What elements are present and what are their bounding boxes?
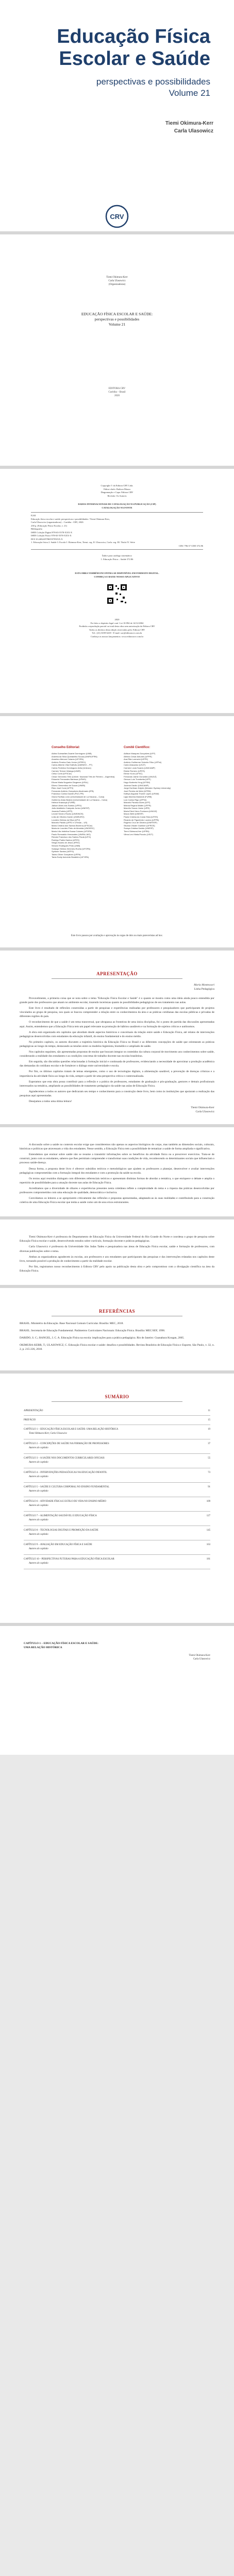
committee-member: Carla Ulasowicz (USJT) bbox=[124, 764, 146, 767]
toc-entry[interactable] bbox=[24, 1562, 210, 1565]
toc-entry-title: Autores do capítulo bbox=[29, 1562, 48, 1565]
paragraph: Tiemi Okimura-Kerr é professora do Departamento de Educação Física da Universidade Federal do Rio Grande do Norte e coordena o grupo de pesquisa sobre Educação Física escolar e saúde, desenvolvendo estudos sobre currículo, formação docente e práticas pedagógicas. bbox=[20, 1235, 214, 1243]
toc-entry-title: CAPÍTULO 8 – TECNOLOGIAS DIGITAIS E PROMOÇÃO DA SAÚDE bbox=[24, 1529, 98, 1532]
presentation-signature: Tiemi Okimura-Kerr Carla Ulasowicz bbox=[191, 1106, 214, 1114]
toc-entry-page bbox=[202, 1562, 210, 1565]
council-member: Maria Cristina dos Santos Bezerra (UFSCar) bbox=[52, 824, 93, 827]
council-member: Celso Conti (UFSCar) bbox=[52, 772, 72, 775]
council-member: Lourdes Helena da Silva (UFV) bbox=[52, 818, 80, 821]
closing-body bbox=[0, 1235, 234, 1273]
committee-member: Alfredo Cesar Antunes (UFPR) bbox=[124, 755, 152, 758]
council-left-heading: Conselho Editorial: bbox=[52, 746, 80, 749]
catalog-page bbox=[0, 469, 234, 716]
title-divider bbox=[52, 978, 182, 979]
council-member: Tadeu Oliver Gonçalves (UFPA) bbox=[52, 853, 81, 856]
toc-entry[interactable] bbox=[24, 1419, 210, 1422]
paragraph: Ambas as organizadoras agradecem às escolas, aos professores e aos estudantes que participaram das pesquisas e das intervenções relatadas nos capítulos deste livro, tornando possível a produção de conhecimento a partir da realidade escolar. bbox=[20, 1255, 214, 1263]
toc-entry-page: 37 bbox=[208, 1442, 210, 1445]
toc-entry-title: APRESENTAÇÃO bbox=[24, 1409, 43, 1412]
toc-entry-page bbox=[202, 1432, 210, 1435]
council-member: Carlos Alberto Vilar Estêvão (UMINHO – PT) bbox=[52, 764, 93, 767]
council-member: Josania Portela (UFPI) bbox=[52, 809, 73, 812]
toc-entry-page bbox=[202, 1519, 210, 1522]
committee-member: Antônio Guilherme Schmitz Filho (UFPel) bbox=[124, 760, 162, 764]
references-page bbox=[0, 1288, 234, 1373]
council-member: Lídia de Oliveira Xavier (UNIEURO) bbox=[52, 816, 85, 819]
toc-entry-page: 127 bbox=[206, 1514, 210, 1517]
toc-divider bbox=[24, 1554, 210, 1555]
toc-entry[interactable] bbox=[24, 1548, 210, 1551]
paragraph: Por fim, os últimos capítulos tratam de temas emergentes, como o uso de tecnologias digitais, a alimentação saudável, a prevenção de doenças crônicas e a importância da atividade física ao longo da vida, sempre a partir de uma perspectiva crítica e contextualizada. bbox=[20, 1070, 214, 1078]
committee-member: Elenor Kunz (UFSC) bbox=[124, 772, 143, 775]
council-member: Elizeu Clementino de Souza (UNEB) bbox=[52, 784, 86, 787]
paragraph: Os textos aqui reunidos dialogam com diferentes referenciais teóricos e apresentam distintas formas de abordar a temática, o que enriquece o debate e amplia o repertório de possibilidades para a atuação docente nas aulas de Educação Física. bbox=[20, 1177, 214, 1184]
paragraph: A obra está organizada em capítulos que abordam desde aspectos históricos e conceituais da relação entre saúde e Educação Física, até relatos de intervenções pedagógicas desenvolvidas com estudantes da educação infantil, do ensino fundamental e do ensino médio. bbox=[20, 1030, 214, 1038]
toc-entry[interactable] bbox=[24, 1519, 210, 1522]
toc-entry-title: CAPÍTULO 3 – A SAÚDE NOS DOCUMENTOS CURRICULARES OFICIAIS bbox=[24, 1456, 105, 1460]
committee-member: Paula Cristina da Costa Silva (UFES) bbox=[124, 816, 158, 819]
references-title: REFERÊNCIAS bbox=[98, 1309, 135, 1314]
qr-code-icon[interactable] bbox=[106, 583, 128, 605]
paragraph: Por fim, registramos nosso reconhecimento à Editora CRV pelo apoio na publicação desta obra e pelo compromisso com a divulgação científica na área da Educação Física. bbox=[20, 1265, 214, 1273]
toc-entry-page bbox=[202, 1447, 210, 1450]
council-member: Solange Helena Ximenes-Rocha (UFOPA) bbox=[52, 847, 91, 850]
paragraph: Entendemos que ensinar sobre saúde não se resume a transmitir informações sobre os benefícios da atividade física ou a prescrever exercícios. Trata-se de construir, junto com os estudantes, saberes que lhes permitam compreender e transformar suas condições de vida, reconhecendo os determinantes sociais que influenciam o processo saúde-doença. bbox=[20, 1153, 214, 1165]
reference-item: BRASIL. Ministério da Educação. Base Nacional Comum Curricular. Brasília: MEC, 2018. bbox=[20, 1322, 124, 1326]
committee-member: Vilma Lení Nista-Piccolo (USJT) bbox=[124, 833, 154, 836]
cover-subtitle: perspectivas e possibilidades Volume 21 bbox=[96, 77, 210, 98]
digital-note: ESTA OBRA TAMBÉM ENCONTRA-SE DISPONÍVEL EM FORMATO DIGITAL. CONHEÇA E BAIXE NOSSO APLICATIVO! bbox=[75, 572, 159, 578]
peer-review-note: Este livro passou por avaliação e aprovação às cegas de dois ou mais pareceristas ad hoc. bbox=[71, 935, 163, 937]
committee-member: Luiz Carlos Rigo (UFPel) bbox=[124, 798, 147, 801]
toc-entry-page: 73 bbox=[208, 1471, 210, 1474]
toc-entry-page bbox=[202, 1533, 210, 1536]
toc-entry[interactable] bbox=[24, 1504, 210, 1507]
title-divider bbox=[52, 1401, 182, 1402]
toc-entry-page: 181 bbox=[206, 1557, 210, 1561]
toc-entry-page bbox=[202, 1461, 210, 1464]
toc-entry-page bbox=[202, 1548, 210, 1551]
toc-entry-title: PREFÁCIO bbox=[24, 1418, 36, 1421]
toc-entry-title: Tiemi Okimura-Kerr, Carla Ulasowicz bbox=[29, 1432, 67, 1435]
toc-entry[interactable] bbox=[24, 1500, 210, 1503]
committee-member: Suraya Cristina Darido (UNESP) bbox=[124, 827, 154, 830]
toc-entry-page bbox=[202, 1490, 210, 1493]
toc-entry-title: CAPÍTULO 4 – INTERVENÇÕES PEDAGÓGICAS NA EDUCAÇÃO INFANTIL bbox=[24, 1471, 107, 1474]
council-member: Gloria Fariñas León (Universidade de La Havana – Cuba) bbox=[52, 795, 105, 798]
council-member: Marcelo Paixão (UFRJ e UTexas – US) bbox=[52, 821, 88, 824]
toc-entry[interactable] bbox=[24, 1428, 210, 1431]
committee-member: Jorge Dorfman Knijnik (Western Sydney University) bbox=[124, 787, 171, 790]
toc-entry-title: Autores do capítulo bbox=[29, 1504, 48, 1507]
toc-title: SUMÁRIO bbox=[105, 1394, 129, 1399]
presentation-continued-page bbox=[0, 1127, 234, 1219]
paragraph: Dessa forma, a proposta deste livro é oferecer subsídios teóricos e metodológicos que ajudem os professores a planejar, desenvolver e avaliar intervenções pedagógicas comprometidas com a formação integral dos estudantes e com a promoção da saúde na escola. bbox=[20, 1167, 214, 1175]
council-member: Maria Lília Imbiriba Sousa Colares (UFOPA) bbox=[52, 830, 92, 833]
paragraph: Agradecemos a todos os autores que dedicaram seu tempo e conhecimento para a construção deste livro, bem como às instituições que apoiaram a realização das pesquisas aqui apresentadas. bbox=[20, 1090, 214, 1097]
committee-member: Maria Eleni Henn Fontoura (UNIJUÍ) bbox=[124, 809, 157, 812]
committee-member: Elaine Romero (UFES) bbox=[124, 769, 145, 772]
continued-body bbox=[0, 1143, 234, 1205]
council-member: Sérgio Nunes de Jesus (IFRO) bbox=[52, 841, 80, 844]
committee-member: Ligia Moreira Mamede (FURB) bbox=[124, 795, 152, 798]
committee-member: Tiemi Okimura-Kerr (UFRN) bbox=[124, 830, 149, 833]
toc-entry[interactable] bbox=[24, 1461, 210, 1464]
toc-entry-page: 145 bbox=[206, 1529, 210, 1532]
council-member: João Adalberto Campato Junior (UNESP) bbox=[52, 807, 90, 810]
committee-member: Gerson Luís Trombetta (UPF) bbox=[124, 778, 151, 781]
index-note: Índice para catálogo sistemático 1. Educação Física – Saúde 372.86 bbox=[101, 554, 133, 561]
references-list bbox=[0, 1321, 234, 1351]
toc-entry[interactable] bbox=[24, 1432, 210, 1435]
toc-entry[interactable] bbox=[24, 1471, 210, 1475]
paragraph: Esperamos que esta obra possa contribuir para a reflexão e a prática de professores, estudantes de graduação e pós-graduação, gestores e demais profissionais interessados na temática, ampliando as possibilidades de tratamento pedagógico da saúde nas aulas de Educação Física. bbox=[20, 1080, 214, 1088]
toc-entry-title: CAPÍTULO 1 – EDUCAÇÃO FÍSICA ESCOLAR E SAÚDE: UMA RELAÇÃO HISTÓRICA bbox=[24, 1428, 119, 1431]
council-member: Tania Suely Azevedo Brasileiro (UFOPA) bbox=[52, 856, 89, 859]
paragraph: Desejamos a todos uma ótima leitura! bbox=[29, 1099, 72, 1103]
paragraph: Acreditamos que a diversidade de olhares e experiências presentes nesta coletânea reflete a complexidade do tema e a riqueza das práticas desenvolvidas por professores comprometidos com uma educação de qualidade, democrática e inclusiva. bbox=[20, 1187, 214, 1194]
toc-entry[interactable] bbox=[24, 1476, 210, 1479]
council-left-list bbox=[52, 752, 119, 859]
toc-entry-page: 163 bbox=[206, 1543, 210, 1546]
committee-member: Hugo Norberto Krug (UFSM) bbox=[124, 781, 150, 784]
toc-divider bbox=[24, 1511, 210, 1512]
council-member: Paulo Romualdo Hernandes (UNIFAL-MG) bbox=[52, 833, 91, 836]
paragraph: Provavelmente, a primeira coisa que se nota sobre o tema "Educação Física Escolar e Saúde" é o quanto se mostra como uma ideia ainda pouco entendida por grande parte dos professores que atuam no ambiente escolar, trazendo incertezas quanto às possibilidades pedagógicas de seu tratamento nas aulas. bbox=[20, 997, 214, 1005]
toc-entry[interactable] bbox=[24, 1443, 210, 1446]
council-member: Helmut Krawczyk (FURB) bbox=[52, 801, 75, 804]
halftitle-title: EDUCAÇÃO FÍSICA ESCOLAR E SAÚDE: perspectivas e possibilidades Volume 21 bbox=[81, 312, 153, 327]
toc-page bbox=[0, 1374, 234, 1626]
chapter-opening-page bbox=[0, 1626, 234, 1755]
committee-member: José Pereira de Melo (UFRN) bbox=[124, 789, 151, 792]
toc-entry[interactable] bbox=[24, 1486, 210, 1489]
half-title-page bbox=[0, 234, 234, 469]
toc-entry-title: CAPÍTULO 6 – ATIVIDADE FÍSICA E ESTILO DE VIDA NO ENSINO MÉDIO bbox=[24, 1500, 106, 1503]
toc-divider bbox=[24, 1453, 210, 1454]
toc-entry[interactable] bbox=[24, 1515, 210, 1518]
council-member: Élsio José Corá (UFFS) bbox=[52, 787, 74, 790]
council-member: Francisco Carlos Duarte (PUC-PR) bbox=[52, 792, 84, 795]
presentation-body bbox=[0, 996, 234, 1104]
toc-entry[interactable] bbox=[24, 1447, 210, 1450]
toc-entry-title: Autores do capítulo bbox=[29, 1475, 48, 1478]
paragraph: No primeiro capítulo, os autores discutem a trajetória histórica da Educação Física no Brasil e as diferentes concepções de saúde que orientaram as práticas pedagógicas ao longo do tempo, destacando as tensões entre os modelos higienista, biomédico e ampliado de saúde. bbox=[20, 1040, 214, 1048]
toc-entry-title: Autores do capítulo bbox=[29, 1489, 48, 1493]
council-right-heading: Comitê Científico: bbox=[124, 746, 151, 749]
council-member: Sydione Santos (UEPG) bbox=[52, 850, 74, 853]
council-member: Simone Rodrigues Pinto (UNB) bbox=[52, 844, 80, 847]
council-member: Guillermo Arias Beatón (Universidade de La Havana – Cuba) bbox=[52, 798, 108, 801]
committee-member: Marcílio Souza Júnior (UPE) bbox=[124, 807, 150, 810]
paragraph: O reconhecimento de que a saúde é um tema transversal, que ultrapassa as fronteiras de uma única disciplina, foi o ponto de partida das discussões apresentadas aqui. Assim, entendemos que a Educação Física tem um papel relevante na promoção de hábitos saudáveis e na formação de sujeitos críticos e autônomos. bbox=[20, 1021, 214, 1028]
paragraph: Este livro é resultado de reflexões construídas a partir de pesquisas e experiências realizadas por professores e pesquisadores que participaram de projetos vinculados ao grupo de pesquisa, nos quais se buscou compreender a relação entre os conhecimentos da área e as práticas cotidianas das escolas públicas e privadas de diferentes regiões do país. bbox=[20, 1007, 214, 1019]
council-member: Eduardo Fernandes Barbosa (UFMG) bbox=[52, 778, 86, 781]
toc-entry-title: CAPÍTULO 5 – SAÚDE E CULTURA CORPORAL NO ENSINO FUNDAMENTAL bbox=[24, 1485, 110, 1488]
paragraph: Nos capítulos seguintes, são apresentadas propostas de ensino que buscam integrar os conteúdos da cultura corporal de movimento aos conhecimentos sobre saúde, considerando a realidade dos estudantes e as condições concretas de trabalho docente nas escolas brasileiras. bbox=[20, 1050, 214, 1058]
toc-entry[interactable] bbox=[24, 1533, 210, 1536]
halftitle-authors: Tiemi Okimura-Kerr Carla Ulasowicz (Organizadoras) bbox=[106, 276, 128, 286]
council-member: Jailson Alves dos Santos (UFRJ) bbox=[52, 804, 82, 807]
toc-entry-title: CAPÍTULO 7 – ALIMENTAÇÃO SAUDÁVEL E EDUCAÇÃO FÍSICA bbox=[24, 1514, 97, 1517]
council-member: Elione Maria Nogueira Diogenes (UFAL) bbox=[52, 781, 89, 784]
toc-entry-page: 15 bbox=[208, 1418, 210, 1421]
toc-entry-page: 91 bbox=[208, 1485, 210, 1488]
chapter-heading: CAPÍTULO 1 – EDUCAÇÃO FÍSICA ESCOLAR E SAÚDE: UMA RELAÇÃO HISTÓRICA bbox=[24, 1641, 99, 1649]
committee-member: Fernando Jaime González (UNIJUÍ) bbox=[124, 775, 157, 778]
council-member: Anselmo Alencar Colares (UFOPA) bbox=[52, 758, 84, 761]
presentation-page bbox=[0, 951, 234, 1127]
council-member: Renato Francisco dos Santos Paula (UFG) bbox=[52, 836, 91, 839]
toc-entry-page bbox=[202, 1476, 210, 1479]
reference-item: OKIMURA-KERR, T.; ULASOWICZ, C. Educação Física escolar e saúde: desafios e possibilidades. Revista Brasileira de Educação Física e Esporte, São Paulo, v. 32, n. 2, p. 215-226, 2018. bbox=[20, 1344, 214, 1351]
council-member: Leonel Severo Rocha (UNISINOS) bbox=[52, 812, 83, 816]
toc-entry-title: Autores do capítulo bbox=[29, 1461, 48, 1464]
ficha-catalografica: E244 Educação física escolar e saúde: perspectivas e possibilidades / Tiemi Okimura-Kerr, Carla Ulasowicz (organizadoras) – Curitiba : CRV, 2020. 238 p. (Educação Física Escolar, v. 21) Bibliografia ISBN Coleção Digital 978-65-5578-XXX-X ISBN Coleção Físico 978-65-5578-XXX-X DOI 10.24824/978655578XXX.X 1. Educação física 2. Saúde 3. Escola I. Okimura-Kerr, Tiemi. org. II. Ulasowicz, Carla. org. III. Título IV. Série CDU 796:37 CDD 372.86 bbox=[31, 512, 203, 550]
toc-entry[interactable] bbox=[24, 1457, 210, 1460]
toc-entry-title: Autores do capítulo bbox=[29, 1547, 48, 1550]
chapter-authors: Tiemi Okimura-Kerr Carla Ulasowicz bbox=[189, 1654, 210, 1660]
toc-entry-page: 11 bbox=[208, 1409, 210, 1412]
committee-member: Ana Rita Lorenzini (UFPE) bbox=[124, 758, 148, 761]
committee-member: Adilson Marques Gonçalves (UFF) bbox=[124, 752, 156, 755]
paragraph: Carla Ulasowicz é professora da Universidade São Judas Tadeu e pesquisadora nas áreas de Educação Física escolar, saúde e formação de professores, com diversas publicações sobre o tema. bbox=[20, 1245, 214, 1253]
paragraph: A discussão sobre a saúde no contexto escolar exige que consideremos não apenas os aspectos biológicos do corpo, mas também as dimensões sociais, culturais, históricas e políticas que atravessam a vida dos estudantes. Nesse sentido, a Educação Física tem a possibilidade de tematizar a saúde de forma ampliada e significativa. bbox=[20, 1143, 214, 1151]
council-member: Carmen Tereza Velanga (UNIR) bbox=[52, 769, 81, 772]
toc-entry-title: Autores do capítulo bbox=[29, 1446, 48, 1449]
toc-entry[interactable] bbox=[24, 1544, 210, 1547]
ficha-title: DADOS INTERNACIONAIS DE CATALOGAÇÃO NA PUBLICAÇÃO (CIP) CATALOGAÇÃO NA FONTE bbox=[78, 503, 156, 509]
council-member: Maria de Lourdes Pinto de Almeida (UNOESC) bbox=[52, 827, 95, 830]
cover-page bbox=[0, 0, 234, 234]
council-member: Andréia da Silva Quintanilha Sousa (UNIR/UFRN) bbox=[52, 755, 97, 758]
toc-divider bbox=[24, 1415, 210, 1416]
paragraph: Convidamos os leitores a se apropriarem criticamente das reflexões e propostas apresentadas, adaptando-as às suas realidades e contribuindo para a construção coletiva de uma Educação Física escolar que tenha a saúde como um de seus eixos estruturantes. bbox=[20, 1197, 214, 1205]
committee-member: Ricardo de Figueiredo Lucena (UFPB) bbox=[124, 818, 159, 821]
council-member: Cesar Gerónimo Tello (Univer. Nacional Três de Febrero – Argentina) bbox=[52, 775, 115, 778]
toc-entry-title: Autores do capítulo bbox=[29, 1518, 48, 1521]
toc-entry-title: CAPÍTULO 2 – CONCEPÇÕES DE SAÚDE NA FORMAÇÃO DE PROFESSORES bbox=[24, 1442, 109, 1445]
crv-logo-text: CRV bbox=[110, 213, 124, 221]
copyright-block: Copyright © da Editora CRV Ltda. Editor-chefe: Railson Moura Diagramação e Capa: Editora CRV Revisão: Os Autores bbox=[101, 484, 133, 497]
cover-authors: Tiemi Okimura-Kerr Carla Ulasowicz bbox=[165, 121, 213, 134]
presentation-title: APRESENTAÇÃO bbox=[96, 971, 138, 976]
council-member: Fernando Antônio Gonçalves Alcoforado (IPB) bbox=[52, 789, 94, 792]
committee-member: Silvana Vilodre Goellner (UFRGS) bbox=[124, 824, 155, 827]
committee-member: Marcelo Paraíso Alves (UFF) bbox=[124, 801, 151, 804]
toc-entry-page: 19 bbox=[208, 1428, 210, 1431]
toc-entry-page bbox=[202, 1504, 210, 1507]
paragraph: Em seguida, são discutidas questões relacionadas à formação inicial e continuada de professores, evidenciando a necessidade de aproximar a produção acadêmica das demandas do cotidiano escolar e de fortalecer o diálogo entre universidade e escola. bbox=[20, 1060, 214, 1068]
toc-entry[interactable] bbox=[24, 1529, 210, 1532]
reference-item: BRASIL. Secretaria de Educação Fundamental. Parâmetros Curriculares Nacionais: Educação Física. Brasília: MEC/SEF, 1998. bbox=[20, 1329, 165, 1333]
toc-entry-page: 55 bbox=[208, 1456, 210, 1460]
cover-title: Educação Física Escolar e Saúde bbox=[57, 26, 210, 70]
crv-logo-icon bbox=[105, 204, 129, 229]
halftitle-publisher: EDITORA CRV Curitiba – Brasil 2020 bbox=[108, 387, 126, 397]
council-member: Rodrigo Pratte-Santos (UFES) bbox=[52, 838, 80, 841]
rights-block: 2020 Foi feito o depósito legal conf. Lei 10.994 de 14/12/2004 Proibida a reprodução parcial ou total desta obra sem autorização da Editora CRV Todos os direitos desta edição reservados pela: Editora CRV Tel.: (41) 3039-6418 - E-mail: sac@editoracrv.com.br Conheça os nossos lançamentos: www.editoracrv.com.br bbox=[79, 618, 155, 638]
committee-member: Márcia Regina Walter (UFPR) bbox=[124, 804, 151, 807]
toc-entry[interactable] bbox=[24, 1490, 210, 1493]
committee-member: Carmen Lúcia Soares (UNICAMP) bbox=[124, 766, 155, 769]
council-member: Carlos Federico Dominguez Avila (Unieuro) bbox=[52, 766, 91, 769]
editorial-council-page bbox=[0, 716, 234, 951]
committee-member: Kathya Augusta Thomé Lopes (UFAM) bbox=[124, 792, 159, 795]
toc-entry[interactable] bbox=[24, 1558, 210, 1561]
epigraph: Maria Montessori Linha Pedagógica bbox=[194, 984, 214, 991]
toc-divider bbox=[24, 1482, 210, 1483]
toc-entry-title: Autores do capítulo bbox=[29, 1533, 48, 1536]
council-member: Aldira Guimarães Duarte Domínguez (UNB) bbox=[52, 752, 92, 755]
committee-member: Rogério Cruz de Oliveira (UNIFESP) bbox=[124, 821, 157, 824]
organizers-page bbox=[0, 1219, 234, 1288]
council-member: Antônio Pereira Gaio Júnior (UFRRJ) bbox=[52, 760, 86, 764]
council-right-list bbox=[124, 752, 181, 836]
toc-entry-title: CAPÍTULO 9 – AVALIAÇÃO EM EDUCAÇÃO FÍSICA E SAÚDE bbox=[24, 1543, 92, 1546]
committee-member: Mauro Betti (UNESP) bbox=[124, 812, 144, 816]
reference-item: DARIDO, S. C.; RANGEL, I. C. A. Educação Física na escola: implicações para a prática pedagógica. Rio de Janeiro: Guanabara Koogan, 2005. bbox=[20, 1336, 185, 1340]
committee-member: Jocimar Daolio (UNICAMP) bbox=[124, 784, 149, 787]
toc-entry-page: 109 bbox=[206, 1500, 210, 1503]
toc-entry[interactable] bbox=[24, 1410, 210, 1413]
toc-entry-title: CAPÍTULO 10 – PERSPECTIVAS FUTURAS PARA A EDUCAÇÃO FÍSICA ESCOLAR bbox=[24, 1557, 114, 1561]
